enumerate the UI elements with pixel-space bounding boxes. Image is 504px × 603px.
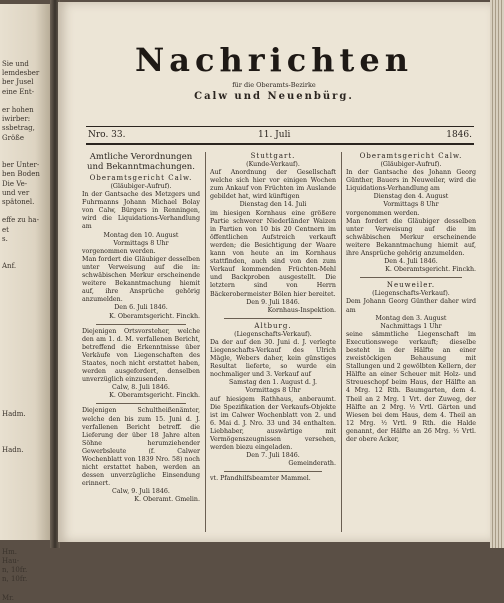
notice (82, 174, 200, 321)
notice-type: (Gläubiger-Aufruf). (380, 161, 442, 168)
notice-place: Altburg. (254, 321, 292, 330)
notice-type: (Liegenschafts-Verkauf). (234, 330, 312, 338)
notice-signature: Gemeinderath. (288, 460, 336, 468)
notice-dateline: Calw, 9. Juli 1846. (112, 488, 170, 496)
column-divider (341, 152, 342, 532)
page-edges (490, 0, 504, 548)
notice-separator (360, 277, 462, 278)
notice-separator (224, 471, 322, 472)
left-page-line: Größe (2, 133, 24, 142)
newspaper-page (58, 2, 490, 542)
notice-date-line: Dienstag den 14. Juli (239, 201, 307, 209)
notice-place: Stuttgart. (250, 152, 296, 160)
notice-date-line: Montag den 10. August (103, 231, 179, 239)
notice-time-line: Vormittags 8 Uhr (245, 387, 301, 395)
left-page-line: Hm. (2, 547, 17, 556)
notice-text: Diejenigen Schultheißenämter, welche den bis zum 15. Juni d. J. verfallenen Bericht betreff. die Lieferung der über 18 Jahre alten Söhne herumziehender Gewerbsleute (f. Calwer Wochenblatt von 1839 Nro. 58) noch nicht erstattet haben, werden an dessen unverzügliche Einsendung erinnert. (82, 407, 200, 488)
left-page-line: Hau- (2, 556, 20, 565)
notice-place: Oberamtsgericht Calw. (89, 174, 193, 182)
issue-year: 1846. (446, 130, 472, 140)
column-3 (346, 152, 476, 537)
masthead-subtitle: für die Oberamts-Bezirke (232, 81, 316, 89)
notice-dateline: Den 9. Juli 1846. (246, 298, 300, 306)
notice (210, 152, 336, 315)
notice-text: auf hiesigem Rathhaus, anberaumt. Die Spezifikation der Verkaufs-Objekte ist im Calwer Wochenblatt von 2. und 6. Mai d. J. Nro. 33 und 34 enthalten. Liebhaber, auswärtige mit Vermögenszeugnissen versehen, werden biezu eingeladen. (210, 395, 336, 452)
column-1 (82, 152, 200, 537)
notice-time-line: Vormittags 8 Uhr (383, 201, 439, 209)
left-page-line: ben Boden (2, 170, 40, 179)
issue-date: 11. Juli (258, 130, 291, 140)
notice (82, 407, 200, 504)
notice (82, 328, 200, 401)
notice-signature: K. Oberamt. Gmelin. (134, 496, 200, 504)
notice-place: Oberamtsgericht Calw. (359, 152, 463, 160)
notice-text: In der Gantsache des Metzgers und Fuhrmanns Johann Michael Bolay von Calw, Bürgers in Renningen, wird die Liquidations-Verhandlung am (82, 191, 200, 231)
notice-time-line: Nachmittags 1 Uhr (380, 322, 442, 330)
left-page-line: iwirber: (2, 115, 31, 124)
left-page-line: lemdesber (2, 69, 40, 78)
left-page-line: et (2, 225, 9, 234)
masthead-region: Calw und Neuenbürg. (194, 91, 354, 102)
notice-signature: Kornhaus-Inspektion. (267, 306, 336, 314)
left-page-line: Hadn. (2, 446, 24, 455)
notice-type: (Kunde-Verkauf). (246, 161, 300, 168)
notice (346, 152, 476, 274)
notice-text: In der Gantsache des Johann Georg Günther, Bauers in Neuweiler, wird die Liquidations-Verhandlung am (346, 169, 476, 193)
notice-type: (Gläubiger-Aufruf). (110, 183, 172, 190)
notice-text: Diejenigen Ortsvorsteher, welche den am 1. d. M. verfallenen Bericht, betreffend die Erkenntnisse über Verkäufe von Liegenschaften des Staates, noch nicht erstattet haben, werden ausgefordert, denselben unverzüglich einzusenden. (82, 327, 200, 384)
notice-text: Man fordert die Gläubiger desselben unter Verweisung auf die in: schwäbischen Merkur erscheinende weitere Bekanntmachung hiemit auf, ihre Ansprüche gehörig anzumelden. (82, 255, 200, 304)
left-page-line: effe zu ha- (2, 216, 39, 225)
notice-text: Auf Anordnung der Gesellschaft welche sich hier vor einigen Wochen zum Ankauf von Früchten im Auslande gebildet hat, wird künftigen (210, 169, 336, 201)
notice-separator (96, 324, 186, 325)
left-page-line: Sie und (2, 60, 29, 68)
notice-type: (Liegenschafts-Verkauf). (372, 290, 450, 298)
notice-signature: K. Oberamtsgericht. Finckh. (385, 266, 476, 274)
left-page-line: Hadm. (2, 409, 26, 418)
notice-separator (96, 403, 186, 404)
notice-text: Man fordert die Gläubiger desselben unter Verweisung auf die im schwäbischen Merkur erscheinende weitere Bekanntmachung hiemit auf, ihre Ansprüche gehörig anzumelden. (346, 217, 476, 258)
notice-text: im hiesigen Kornhaus eine größere Partie schwerer Niederländer Waizen in Partien von 10 bis 20 Centnern im öffentlichen Aufstreich verkauft werden; die Besichtigung der Waare kann von heute an im Kornhaus stattfinden, auch sind von den zum Verkauf kommenden Früchten-Mehl und Backproben ausgestellt. Die letztern sind von Herrn Bäckerobermeister Bölen hier bereitet. (210, 209, 336, 298)
notice-text: seine sämmtliche Liegenschaft im Executionswege verkauft; dieselbe besteht in der Hälfte an einer zweistöckigen Behausung mit Stallungen und 2 gewölbten Kellern, der Hälfte an einer Scheuer mit Holz- und Streueschopf beim Haus, der Hälfte an 4 Mrg. 12 Rth. Baumgarten, dem 4. Theil an 2 Mrg. 1 Vrt. der Zuweg, der Hälfte an 2 Mrg. ½ Vrtl. Gärten und Wiesen bei dem Haus, dem 4. Theil an 12 Mrg. ½ Vrtl. 9 Rth. die Halde genannt, der Hälfte an 26 Mrg. ½ Vrtl. der obere Acker, (346, 330, 476, 443)
notice-text: vorgenommen werden. (82, 247, 156, 255)
left-page-line: s. (2, 234, 8, 243)
left-page-line: ber Unter- (2, 161, 40, 170)
notice-signature: K. Oberamtsgericht. Finckh. (109, 312, 200, 320)
issue-row (86, 126, 474, 145)
notice-dateline: Den 6. Juli 1846. (114, 304, 168, 312)
masthead-title: Nachrichten (135, 41, 413, 79)
notice-place: Neuweiler. (386, 281, 436, 290)
notice-dateline: Calw, 8. Juli 1846. (112, 384, 170, 392)
notice-dateline: Den 4. Juli 1846. (384, 258, 438, 266)
column-2 (210, 152, 336, 537)
notice-text: vorgenommen werden. (346, 209, 420, 217)
issue-number: Nro. 33. (88, 130, 126, 140)
notice (210, 322, 336, 469)
left-page-line: Mr. (2, 593, 14, 602)
notice-date-line: Samstag den 1. August d. J. (229, 379, 317, 387)
left-page-line: Die Ve- (2, 179, 28, 188)
section-heading: Amtliche Verordnungen und Bekanntmachungen. (87, 152, 195, 172)
left-page-line: spätonel. (2, 198, 35, 206)
left-page-line: n, 10fr. (2, 566, 28, 574)
notice-signature: K. Oberamtsgericht. Finckh. (109, 392, 200, 400)
left-page-line: ssbetrag, (2, 124, 35, 133)
left-page-fragment (0, 4, 50, 602)
notice-dateline: Den 7. Juli 1846. (246, 452, 300, 460)
left-page-line: eine Ent- (2, 87, 35, 96)
left-page-line: n, 10fr. (2, 575, 28, 584)
notice-date-line: Montag den 3. August (375, 314, 447, 322)
notice (210, 475, 336, 483)
notice-date-line: Dienstag den 4. August (373, 193, 449, 201)
notice-text: Dem Johann Georg Günther daher wird am (346, 298, 476, 314)
left-page-line: ber Jusel (2, 78, 34, 87)
notice-text: Da der auf den 30. Juni d. J. verlegte Liegenschafts-Verkauf des Ulrich Mägle, Webers daher, kein günstiges Resultat lieferte, so wurde ein nochmaliger und 3. Verkauf auf (210, 338, 336, 379)
notice (346, 281, 476, 444)
left-page-line: Anf. (2, 262, 17, 271)
notice-separator (224, 318, 322, 319)
notice-text: vt. Pfandhilfsbeamter Mammel. (210, 475, 311, 483)
notice-time-line: Vormittags 8 Uhr (113, 239, 169, 247)
left-page-line: und ver (2, 188, 30, 197)
masthead (58, 42, 490, 103)
left-page-line: er hohen (2, 106, 34, 114)
column-divider (205, 152, 206, 532)
